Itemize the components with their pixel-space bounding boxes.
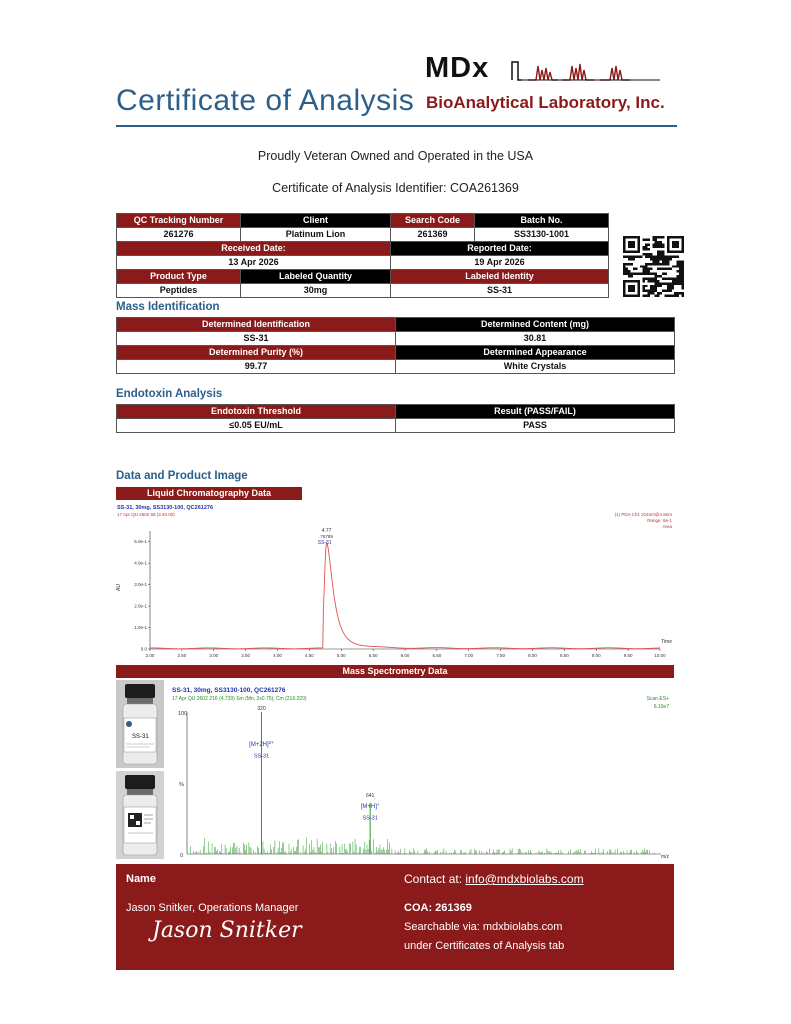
determined-purity-header: Determined Purity (%) [117,346,396,360]
mass-spectrum-chart [169,682,674,860]
endotoxin-result-value: PASS [396,419,675,433]
footer-person: Jason Snitker, Operations Manager [126,902,299,914]
ms-peak2-mz: 641 [365,792,375,799]
lc-units: Area [662,524,672,529]
lc-x-tick-label: 8.50 [559,653,569,658]
search-code-value: 261369 [391,228,475,242]
veteran-statement: Proudly Veteran Owned and Operated in the USA [257,149,534,163]
lc-x-tick-label: 3.00 [209,653,219,658]
lc-x-tick-label: 4.00 [273,653,282,658]
lc-data-label: Liquid Chromatography Data [116,487,302,500]
lc-chart-subtitle: 17 Apr QU 2602 58 (3.40.00) [117,512,175,517]
lc-x-tick-label: 8.00 [528,653,537,658]
lc-peak-time: 4.77 [321,527,332,534]
qc-tracking-value: 261276 [117,228,241,242]
ms-scan-mode: Scan ES+ [646,696,669,702]
endotoxin-threshold-header: Endotoxin Threshold [117,405,396,419]
lc-chart-title: SS-31, 30mg, SS3130-100, QC261276 [117,505,214,511]
client-value: Platinum Lion [241,228,391,242]
ms-intensity: 6.10e7 [653,704,669,710]
footer-under-tab: under Certificates of Analysis tab [404,940,565,952]
vial-photo-front [116,680,164,768]
qr-code-icon[interactable] [623,236,684,297]
vial-label-text: SS-31 [132,734,149,740]
search-code-header: Search Code [391,214,475,228]
labeled-quantity-value: 30mg [241,284,391,298]
lc-chart-bg [116,501,674,663]
lc-y-tick-label: 5.0e-1 [134,539,147,545]
mass-identification-table [116,317,675,374]
ms-peak1-mz: 320 [257,706,266,712]
data-section-heading: Data and Product Image [116,470,248,482]
ms-chart-subtitle: 17 Apr QU 2602 216 (4.739) Sm (Mn, 2x0.75); Cm (216:220) [172,696,307,702]
lc-x-tick-label: 10.00 [654,653,666,658]
sample-info-table [116,213,609,298]
product-type-value: Peptides [117,284,241,298]
ms-chart-bg [169,682,674,860]
product-type-header: Product Type [117,270,241,284]
lc-xlabel: Time [661,639,672,645]
ms-peak1-ion: $[M+2H]^{2+}$ [249,740,274,749]
signature-footer [116,864,674,970]
endotoxin-heading: Endotoxin Analysis [116,388,223,400]
lc-x-tick-label: 9.50 [623,653,633,658]
labeled-quantity-header: Labeled Quantity [241,270,391,284]
labeled-identity-header: Labeled Identity [391,270,609,284]
footer-contact [404,872,584,886]
labeled-identity-value: SS-31 [391,284,609,298]
determined-content-header: Determined Content (mg) [396,318,675,332]
lc-y-tick-label: 3.0e-1 [134,582,147,588]
lc-y-tick-label: 1.0e-1 [134,625,147,631]
qc-tracking-header: QC Tracking Number [117,214,241,228]
lc-x-tick-label: 6.50 [432,653,442,658]
footer-coa: COA: 261369 [404,902,472,914]
received-date-value: 13 Apr 2026 [117,256,391,270]
lc-channel: (1) PDA Ch1 214nm@4.8nm [614,512,672,517]
lc-x-tick-label: 6.00 [400,653,410,658]
endotoxin-threshold-value: ≤0.05 EU/mL [117,419,396,433]
page-title: Certificate of Analysis [116,84,415,117]
client-header: Client [241,214,391,228]
reported-date-value: 19 Apr 2026 [391,256,609,270]
endotoxin-table [116,404,675,433]
lc-x-tick-label: 2.00 [145,653,155,658]
lc-x-tick-label: 2.50 [177,653,187,658]
lc-peak-name: SS-31 [317,539,332,546]
logo-spectrum-icon [510,56,665,84]
lc-x-tick-label: 7.00 [464,653,474,658]
determined-content-value: 30.81 [396,332,675,346]
company-logo-mdx: MDx [425,52,490,84]
determined-purity-value: 99.77 [117,360,396,374]
contact-email-link[interactable]: info@mdxbiolabs.com [465,872,584,886]
ms-peak2-name: SS-31 [362,815,378,822]
determined-appearance-value: White Crystals [396,360,675,374]
lc-y-tick-label: 4.0e-1 [134,560,147,566]
vial-photo-back [116,771,164,859]
ms-y-zero-label: 0 [180,853,184,859]
signature-image: Jason Snitker [152,918,302,943]
lc-x-tick-label: 9.00 [591,653,601,658]
received-date-header: Received Date: [117,242,391,256]
lc-x-tick-label: 4.50 [304,653,314,658]
lc-chromatogram [116,501,674,663]
batch-header: Batch No. [475,214,609,228]
lc-x-tick-label: 5.50 [368,653,378,658]
ms-y-top-label: 100 [178,711,188,717]
ms-y-percent-label: % [179,782,184,788]
ms-chart-title: SS-31, 30mg, SS3130-100, QC261276 [172,687,286,694]
batch-value: SS3130-1001 [475,228,609,242]
lc-y-tick-label: 2.0e-1 [134,603,147,609]
ms-xlabel: m/z [660,854,669,860]
ms-peak2-ion: [M+H]+ [360,802,380,811]
company-logo-lab: BioAnalytical Laboratory, Inc. [426,93,665,112]
determined-appearance-header: Determined Appearance [396,346,675,360]
ms-data-label: Mass Spectrometry Data [116,665,674,678]
ms-peak1-name: SS-31 [253,753,270,760]
lc-x-tick-label: 3.50 [241,653,251,658]
mass-identification-heading: Mass Identification [116,301,220,313]
footer-name-label: Name [126,873,156,885]
lc-y-tick-label: 0.0 [140,646,147,652]
reported-date-header: Reported Date: [391,242,609,256]
lc-x-tick-label: 7.50 [496,653,506,658]
title-divider [116,125,677,127]
lc-x-tick-label: 5.00 [336,653,346,658]
footer-searchable: Searchable via: mdxbiolabs.com [404,921,563,933]
lc-ylabel: AU [116,584,122,591]
contact-label: Contact at: [404,872,466,886]
determined-identification-value: SS-31 [117,332,396,346]
lc-range: Range: 8e-1 [647,518,672,523]
endotoxin-result-header: Result (PASS/FAIL) [396,405,675,419]
lc-peak-area: 76789 [320,533,333,539]
determined-identification-header: Determined Identification [117,318,396,332]
coa-identifier: Certificate of Analysis Identifier: COA261369 [272,181,519,195]
